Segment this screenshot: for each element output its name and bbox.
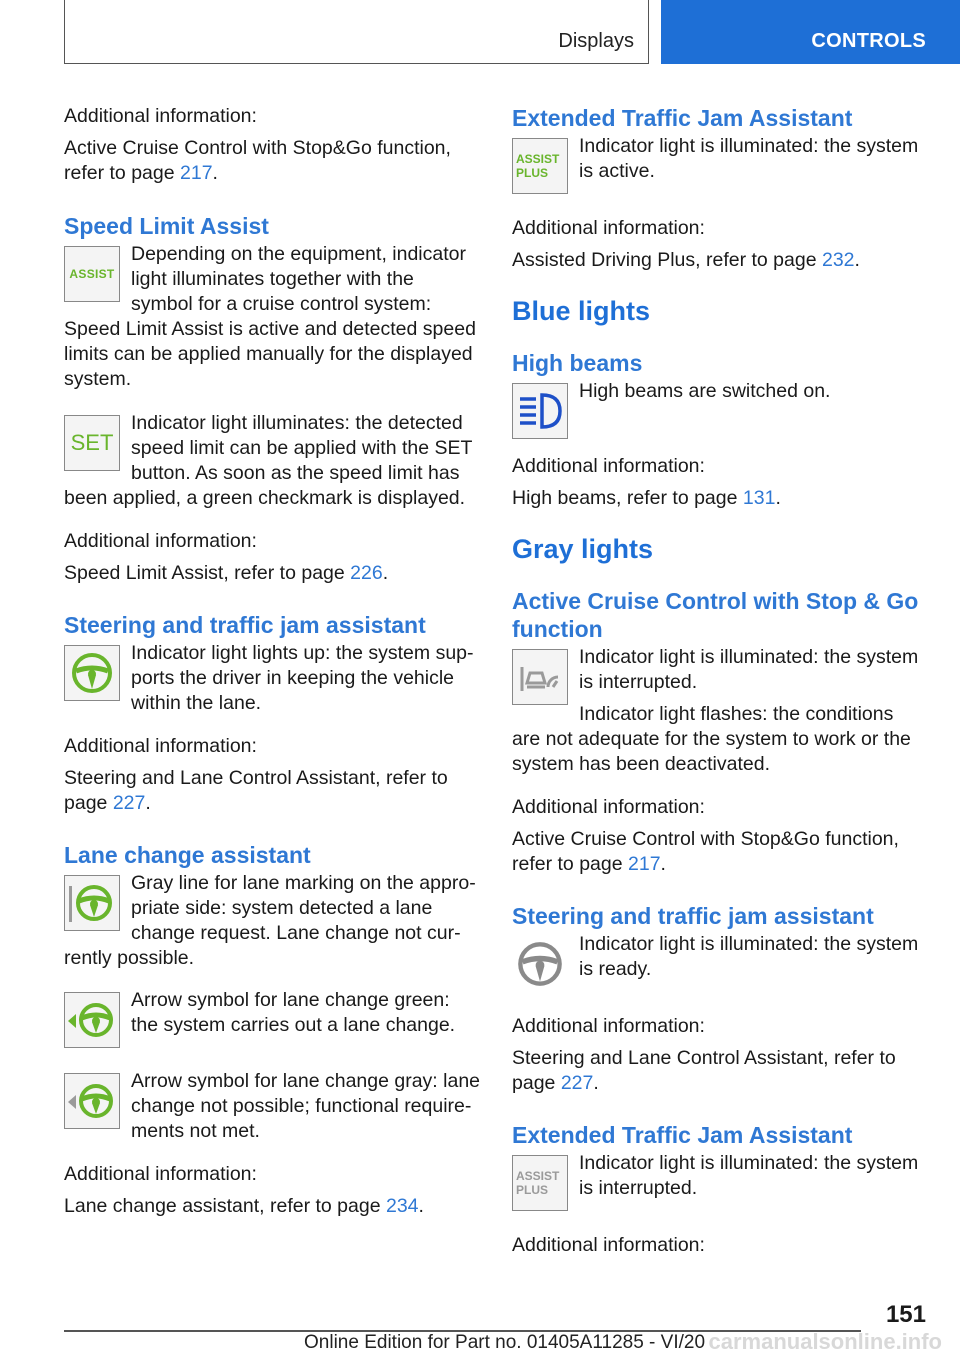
page-link-227-right[interactable]: 227 — [560, 1072, 594, 1094]
page-link-217-right[interactable]: 217 — [628, 853, 661, 875]
lane-change-text-1: Gray line for lane marking on the appropriate side: system detected a lane change request. Lane change not currently possible. — [64, 872, 476, 969]
sla-ref: Speed Limit Assist, refer to page 226. — [64, 562, 389, 584]
high-beams-label: Additional information: — [512, 455, 705, 477]
high-beams-heading: High beams — [512, 350, 643, 376]
edition-footer: Online Edition for Part no. 01405A11285 - VI/20 — [304, 1332, 706, 1353]
steering-ready-text: Indicator light is illuminated: the system is ready. — [579, 933, 919, 980]
lane-change-arrow-gray-icon — [64, 1073, 120, 1129]
high-beam-icon — [512, 383, 568, 439]
extended-traffic-jam-heading-2: Extended Traffic Jam Assistant — [512, 1122, 853, 1148]
lane-marking-icon — [64, 875, 120, 931]
page-link-234[interactable]: 234 — [385, 1195, 419, 1217]
acc-ref: Active Cruise Control with Stop&Go function, refer to page 217. — [512, 828, 899, 875]
stja-ref: Steering and Lane Control Assistant, refer to page 227. — [64, 767, 448, 814]
etja1-ref: Assisted Driving Plus, refer to page 232. — [512, 249, 860, 271]
set-indicator-entry — [64, 411, 480, 511]
assist-plus-gray-icon: ASSIST PLUS — [512, 1155, 568, 1211]
lane-change-arrow-green-icon — [64, 992, 120, 1048]
intro-ref: Active Cruise Control with Stop&Go function, refer to page 217. — [64, 137, 451, 184]
page-link-226[interactable]: 226 — [350, 562, 383, 584]
stja2-label: Additional information: — [512, 1015, 705, 1037]
site-watermark: carmanualsonline.info — [708, 1329, 942, 1354]
intro-label: Additional information: — [64, 105, 257, 127]
high-beams-ref: High beams, refer to page 131. — [512, 487, 781, 509]
steering-assist-entry — [64, 641, 480, 716]
lane-change-text-3: Arrow symbol for lane change gray: lane change not possible; functional requirements not met. — [131, 1070, 480, 1142]
acc-label: Additional information: — [512, 796, 705, 818]
acc-interrupted-text: Indicator light is illuminated: the system is interrupted. — [579, 646, 919, 693]
set-indicator-text: Indicator light illuminates: the detected speed limit can be applied with the SET button. As soon as the speed limit has been applied, a green checkmark is displayed. — [64, 412, 473, 509]
lane-change-entry-3 — [64, 1069, 480, 1144]
acc-interrupted-entry — [512, 645, 926, 777]
lca-label: Additional information: — [64, 1163, 257, 1185]
lane-change-heading: Lane change assistant — [64, 842, 311, 868]
page-link-227[interactable]: 227 — [112, 792, 146, 814]
stja-label: Additional information: — [64, 735, 257, 757]
speed-limit-assist-entry — [64, 242, 480, 392]
assist-plus-green-icon: ASSIST PLUS — [512, 138, 568, 194]
cruise-control-gray-icon — [512, 649, 568, 705]
header-section-title: Displays — [558, 30, 634, 52]
lca-ref: Lane change assistant, refer to page 234. — [64, 1195, 424, 1217]
sla-label: Additional information: — [64, 530, 257, 552]
etja2-label: Additional information: — [512, 1234, 705, 1256]
etja-active-text: Indicator light is illuminated: the system is active. — [579, 135, 919, 182]
steering-traffic-jam-heading: Steering and traffic jam assistant — [64, 612, 426, 638]
left-column — [64, 100, 480, 1219]
gray-lights-heading: Gray lights — [512, 534, 654, 564]
steering-wheel-gray-icon — [512, 936, 568, 992]
page-link-217[interactable]: 217 — [180, 162, 213, 184]
lane-change-entry-2 — [64, 988, 480, 1052]
acc-flashes-text: Indicator light flashes: the conditions are not adequate for the system to work or the system has been deactivated. — [512, 703, 911, 775]
etja-interrupted-entry — [512, 1151, 926, 1215]
extended-traffic-jam-heading-1: Extended Traffic Jam Assistant — [512, 105, 853, 131]
header-chapter-tab — [661, 0, 960, 64]
steering-ready-entry — [512, 932, 926, 996]
steering-traffic-jam-heading-2: Steering and traffic jam assistant — [512, 903, 874, 929]
steering-wheel-green-icon — [64, 645, 120, 701]
etja-interrupted-text: Indicator light is illuminated: the system is interrupted. — [579, 1152, 919, 1199]
header-section-tab — [64, 0, 649, 64]
assist-indicator-icon: ASSIST — [64, 246, 120, 302]
active-cruise-control-heading: Active Cruise Control with Stop & Go function — [512, 588, 919, 642]
stja2-ref: Steering and Lane Control Assistant, refer to page 227. — [512, 1047, 896, 1094]
page-number: 151 — [885, 1301, 926, 1328]
steering-assist-text: Indicator light lights up: the system supports the driver in keeping the vehicle within the lane. — [131, 642, 474, 714]
page-link-232[interactable]: 232 — [821, 249, 855, 271]
etja-active-entry — [512, 134, 926, 198]
high-beams-text: High beams are switched on. — [579, 380, 831, 402]
right-column — [512, 100, 926, 1258]
etja1-label: Additional information: — [512, 217, 705, 239]
page-link-131[interactable]: 131 — [742, 487, 776, 509]
speed-limit-assist-text: Depending on the equipment, indicator light illuminates together with the symbol for a cruise control system: Speed Limit Assist is active and detected speed limits can be applied manually for the displayed system. — [64, 243, 476, 390]
speed-limit-assist-heading: Speed Limit Assist — [64, 213, 269, 239]
header-chapter-title: CONTROLS — [811, 30, 926, 52]
blue-lights-heading: Blue lights — [512, 296, 651, 326]
set-indicator-icon: SET — [64, 415, 120, 471]
lane-change-text-2: Arrow symbol for lane change green: the system carries out a lane change. — [131, 989, 456, 1036]
high-beams-entry — [512, 379, 926, 443]
lane-change-entry-1 — [64, 871, 480, 971]
